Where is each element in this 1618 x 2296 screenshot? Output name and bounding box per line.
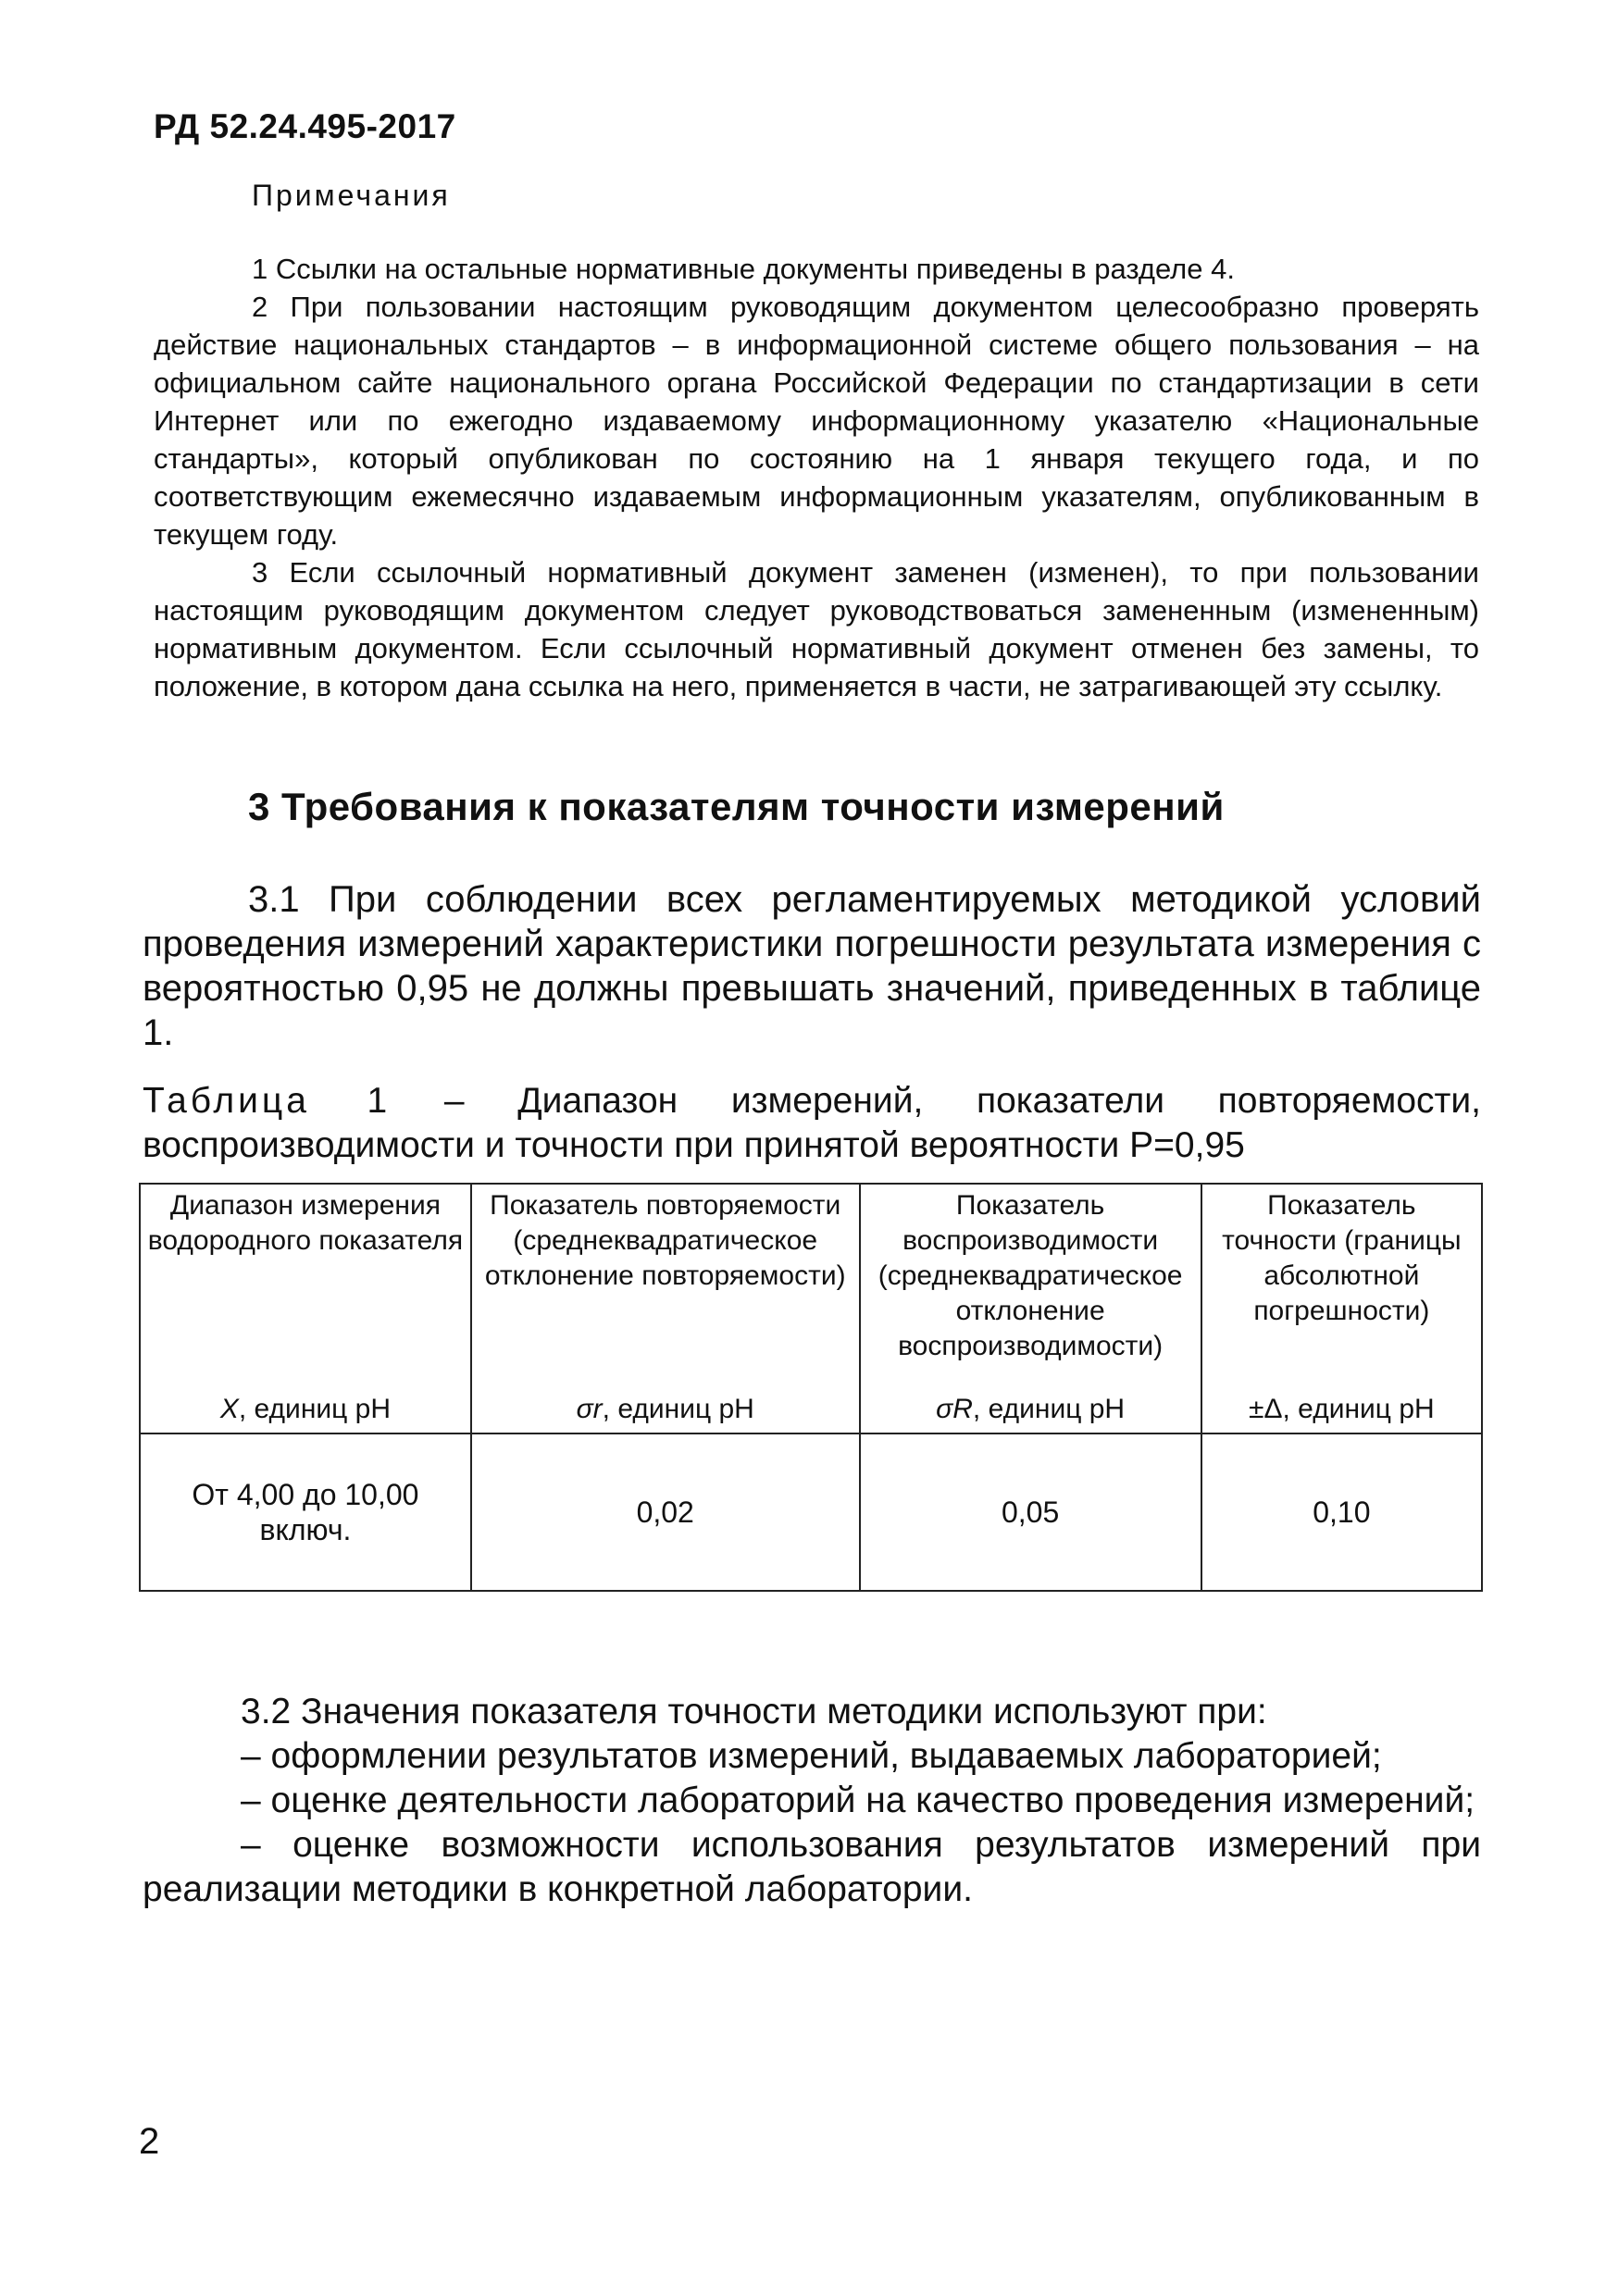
table-caption-text: – Диапазон измерений, показатели повторяемости, воспроизводимости и точности при принятой вероятности Р=0,95	[143, 1081, 1481, 1165]
cell-accuracy: 0,10	[1201, 1433, 1482, 1591]
unit-symbol: σr	[576, 1394, 603, 1424]
unit-text: , единиц pH	[602, 1394, 754, 1424]
table-header-row	[140, 1184, 1482, 1386]
page-number: 2	[139, 2121, 160, 2162]
list-item: – оценке деятельности лабораторий на качество проведения измерений;	[241, 1781, 1475, 1820]
cell-range: От 4,00 до 10,00 включ.	[140, 1433, 471, 1591]
unit-symbol: X	[219, 1394, 239, 1424]
table-row	[140, 1433, 1482, 1591]
unit-symbol: ±Δ	[1249, 1394, 1283, 1424]
unit-reproducibility	[860, 1386, 1201, 1433]
notes-list	[154, 250, 1479, 705]
cell-reproducibility: 0,05	[860, 1433, 1201, 1591]
unit-symbol: σR	[936, 1394, 973, 1424]
notes-title: Примечания	[252, 179, 451, 212]
header-repeatability: Показатель повторяемости (среднеквадратическое отклонение повторяемости)	[471, 1184, 860, 1386]
unit-text: , единиц pH	[972, 1394, 1126, 1424]
list-item: – оформлении результатов измерений, выдаваемых лабораторией;	[241, 1736, 1382, 1776]
header-range: Диапазон измерения водородного показателя	[140, 1184, 471, 1386]
unit-range	[140, 1386, 471, 1433]
list-item: – оценке возможности использования результатов измерений при реализации методики в конкретной лаборатории.	[143, 1825, 1481, 1909]
header-reproducibility: Показатель воспроизводимости (среднеквадратическое отклонение воспроизводимости)	[860, 1184, 1201, 1386]
unit-accuracy	[1201, 1386, 1482, 1433]
note-2: 2 При пользовании настоящим руководящим документом целесообразно проверять действие национальных стандартов – в информационной системе общего пользования – на официальном сайте национального органа Российской Федерации по стандартизации в сети Интернет или по ежегодно издаваемому информационному указателю «Национальные стандарты», который опубликован по состоянию на 1 января текущего года, и по соответствующим ежемесячно издаваемым информационным указателям, опубликованным в текущем году.	[154, 291, 1479, 551]
paragraph-3-1: 3.1 При соблюдении всех регламентируемых методикой условий проведения измерений характеристики погрешности результата измерения с вероятностью 0,95 не должны превышать значений, приведенных в таблице 1.	[143, 879, 1481, 1053]
unit-repeatability	[471, 1386, 860, 1433]
note-3: 3 Если ссылочный нормативный документ заменен (изменен), то при пользовании настоящим руководящим документом следует руководствоваться замененным (измененным) нормативным документом. Если ссылочный нормативный документ отменен без замены, то положение, в котором дана ссылка на него, применяется в части, не затрагивающей эту ссылку.	[154, 556, 1479, 702]
cell-repeatability: 0,02	[471, 1433, 860, 1591]
unit-text: , единиц pH	[238, 1394, 392, 1424]
header-accuracy: Показатель точности (границы абсолютной погрешности)	[1201, 1184, 1482, 1386]
section-title: 3 Требования к показателям точности измерений	[248, 785, 1225, 828]
unit-text: , единиц pH	[1282, 1394, 1435, 1424]
table-caption-label: Таблица 1	[143, 1081, 392, 1121]
accuracy-table	[139, 1183, 1483, 1592]
note-1: 1 Ссылки на остальные нормативные документы приведены в разделе 4.	[252, 253, 1235, 285]
paragraph-3-2	[143, 1690, 1481, 1912]
paragraph-3-2-intro: 3.2 Значения показателя точности методики используют при:	[241, 1692, 1267, 1731]
table-units-row	[140, 1386, 1482, 1433]
document-code: РД 52.24.495-2017	[154, 107, 456, 145]
table-caption	[143, 1079, 1481, 1168]
